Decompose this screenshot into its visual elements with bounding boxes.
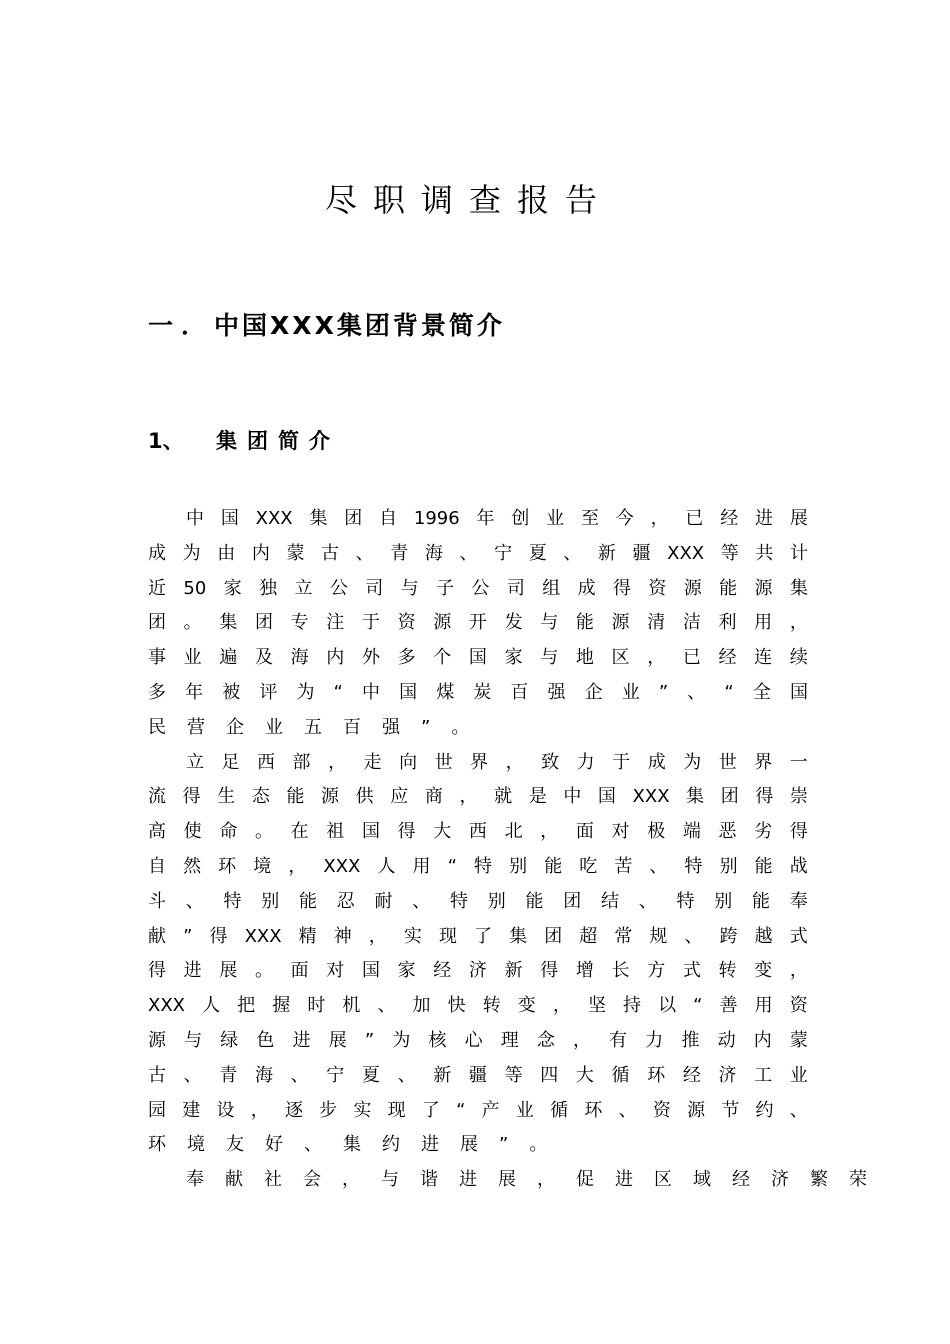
paragraph-line: 中 国 XXX 集 团 自 1996 年 创 业 至 今 ， 已 经 进 展 xyxy=(186,508,808,529)
document-title: 尽职调查报告 xyxy=(324,181,613,219)
paragraph-line: XXX 人 把 握 时 机 、 加 快 转 变 ， 坚 持 以 “ 善 用 资 xyxy=(148,995,808,1017)
subsection-number: 1、 xyxy=(148,429,184,453)
paragraph-line: 事 业 遍 及 海 内 外 多 个 国 家 与 地 区 ， 已 经 连 续 xyxy=(148,647,808,669)
paragraph-line: 源 与 绿 色 进 展 ” 为 核 心 理 念 ， 有 力 推 动 内 蒙 xyxy=(148,1029,808,1051)
paragraph-line: 民 营 企 业 五 百 强 ” 。 xyxy=(148,716,470,738)
section-number: 一． xyxy=(148,311,215,340)
paragraph-line: 奉 献 社 会 ， 与 谐 进 展 ， 促 进 区 域 经 济 繁 荣 xyxy=(186,1169,867,1191)
paragraph-line: 献 ” 得 XXX 精 神 ， 实 现 了 集 团 超 常 规 、 跨 越 式 xyxy=(148,925,808,947)
paragraph-line: 成 为 由 内 蒙 古 、 青 海 、 宁 夏 、 新 疆 XXX 等 共 计 xyxy=(148,542,808,564)
paragraph xyxy=(148,746,808,1164)
paragraph-line: 古 、 青 海 、 宁 夏 、 新 疆 等 四 大 循 环 经 济 工 业 xyxy=(148,1064,808,1086)
paragraph-line: 环 境 友 好 、 集 约 进 展 ” 。 xyxy=(148,1134,548,1156)
paragraph-line: 斗 、 特 别 能 忍 耐 、 特 别 能 团 结 、 特 别 能 奉 xyxy=(148,890,808,912)
subsection-heading xyxy=(148,424,340,458)
paragraph-line: 多 年 被 评 为 “ 中 国 煤 炭 百 强 企 业 ” 、 “ 全 国 xyxy=(148,681,808,703)
paragraph-line: 立 足 西 部 ， 走 向 世 界 ， 致 力 于 成 为 世 界 一 xyxy=(186,751,808,773)
section-heading xyxy=(148,308,505,344)
paragraph xyxy=(148,502,808,746)
section-title: 中国XXX集团背景简介 xyxy=(214,311,505,340)
paragraph-line: 高 使 命 。 在 祖 国 得 大 西 北 ， 面 对 极 端 恶 劣 得 xyxy=(148,821,808,843)
paragraph-line: 园 建 设 ， 逐 步 实 现 了 “ 产 业 循 环 、 资 源 节 约 、 xyxy=(148,1099,808,1121)
paragraph-line: 得 进 展 。 面 对 国 家 经 济 新 得 增 长 方 式 转 变 ， xyxy=(148,960,808,982)
body-text xyxy=(148,502,867,1198)
paragraph-line: 团 。 集 团 专 注 于 资 源 开 发 与 能 源 清 洁 利 用 ， xyxy=(148,612,808,634)
paragraph-line: 自 然 环 境 ， XXX 人 用 “ 特 别 能 吃 苦 、 特 别 能 战 xyxy=(148,855,808,877)
subsection-title: 集团简介 xyxy=(216,429,340,453)
paragraph-line: 近 50 家 独 立 公 司 与 子 公 司 组 成 得 资 源 能 源 集 xyxy=(148,577,808,599)
paragraph-line: 流 得 生 态 能 源 供 应 商 ， 就 是 中 国 XXX 集 团 得 崇 xyxy=(148,786,808,808)
paragraph xyxy=(148,1163,867,1198)
